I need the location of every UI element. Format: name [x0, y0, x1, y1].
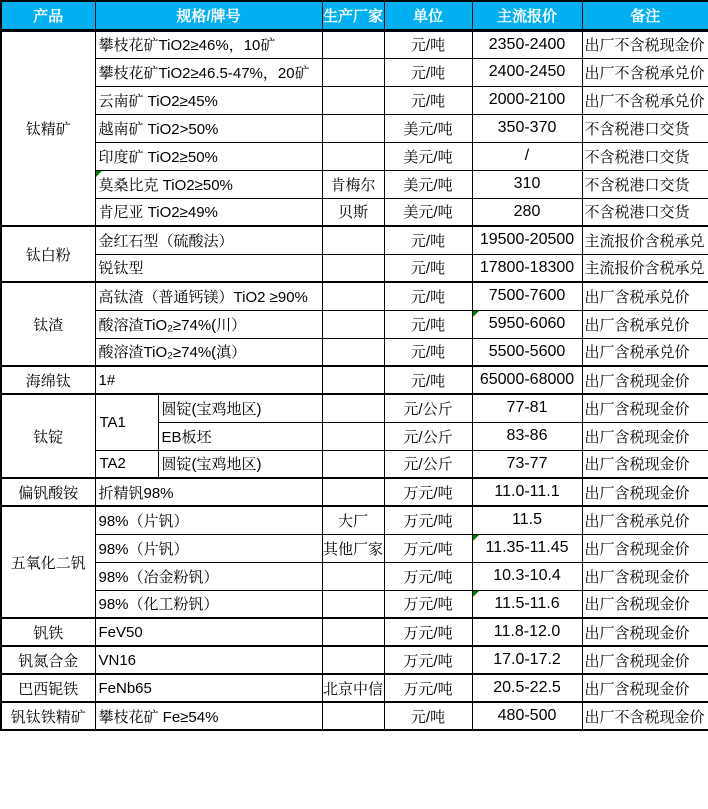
maker-cell: [322, 226, 384, 254]
table-row: [1, 562, 708, 590]
table-row: [1, 142, 708, 170]
spec-cell: 酸溶渣TiO₂≥74%(滇）: [95, 338, 322, 366]
maker-cell: [322, 254, 384, 282]
header-row: [1, 1, 708, 30]
cell-comment-flag-icon: [473, 591, 479, 597]
note-cell: 出厂不含税现金价: [582, 30, 708, 58]
maker-cell: 北京中信: [322, 674, 384, 702]
table-row: [1, 394, 708, 422]
unit-cell: 元/吨: [384, 282, 472, 310]
price-cell: 17.0-17.2: [472, 646, 582, 674]
spec-cell: 圆锭(宝鸡地区): [158, 394, 322, 422]
table-row: [1, 674, 708, 702]
note-cell: 不含税港口交货: [582, 114, 708, 142]
table-row: [1, 310, 708, 338]
col-header-maker: 生产厂家: [322, 1, 384, 30]
maker-cell: [322, 618, 384, 646]
maker-cell: [322, 86, 384, 114]
note-cell: 主流报价含税承兑: [582, 226, 708, 254]
table-row: [1, 646, 708, 674]
price-text: 11.5-11.6: [494, 594, 560, 612]
spec-cell: 锐钛型: [95, 254, 322, 282]
maker-cell: [322, 30, 384, 58]
product-group-cell: 偏钒酸铵: [1, 478, 95, 506]
note-cell: 出厂含税现金价: [582, 478, 708, 506]
note-cell: 出厂含税现金价: [582, 674, 708, 702]
table-row: [1, 114, 708, 142]
product-group-cell: 钒钛铁精矿: [1, 702, 95, 730]
product-group-cell: 钛锭: [1, 394, 95, 478]
price-cell: [472, 590, 582, 618]
maker-cell: [322, 310, 384, 338]
maker-cell: [322, 114, 384, 142]
table-row: [1, 254, 708, 282]
price-text: 5950-6060: [488, 315, 566, 332]
table-row: [1, 30, 708, 58]
note-cell: 出厂含税现金价: [582, 646, 708, 674]
unit-cell: 万元/吨: [384, 618, 472, 646]
maker-cell: 肯梅尔: [322, 170, 384, 198]
unit-cell: 美元/吨: [384, 114, 472, 142]
unit-cell: 万元/吨: [384, 590, 472, 618]
unit-cell: 元/吨: [384, 338, 472, 366]
table-row: [1, 534, 708, 562]
price-cell: 480-500: [472, 702, 582, 730]
spec-cell: 高钛渣（普通钙镁）TiO2 ≥90%: [95, 282, 322, 310]
maker-cell: 其他厂家: [322, 534, 384, 562]
col-header-note: 备注: [582, 1, 708, 30]
maker-cell: 大厂: [322, 506, 384, 534]
unit-cell: 元/公斤: [384, 450, 472, 478]
spec-cell: 金红石型（硫酸法）: [95, 226, 322, 254]
product-group-cell: 钛白粉: [1, 226, 95, 282]
note-cell: 出厂含税现金价: [582, 618, 708, 646]
cell-comment-flag-icon: [473, 311, 479, 317]
table-row: [1, 590, 708, 618]
maker-cell: [322, 562, 384, 590]
spec-cell: 酸溶渣TiO₂≥74%(川）: [95, 310, 322, 338]
spec-cell: FeV50: [95, 618, 322, 646]
note-cell: 出厂含税现金价: [582, 394, 708, 422]
grade-cell: TA2: [95, 450, 158, 478]
product-group-cell: 巴西铌铁: [1, 674, 95, 702]
spec-cell: 98%（片钒）: [95, 534, 322, 562]
unit-cell: 美元/吨: [384, 142, 472, 170]
table-row: [1, 618, 708, 646]
maker-cell: [322, 590, 384, 618]
table-row: [1, 282, 708, 310]
unit-cell: 元/公斤: [384, 422, 472, 450]
note-cell: 出厂含税现金价: [582, 366, 708, 394]
note-cell: 出厂含税承兑价: [582, 506, 708, 534]
maker-cell: [322, 58, 384, 86]
table-row: [1, 338, 708, 366]
note-cell: 不含税港口交货: [582, 198, 708, 226]
price-cell: 65000-68000: [472, 366, 582, 394]
price-cell: 2350-2400: [472, 30, 582, 58]
unit-cell: 万元/吨: [384, 534, 472, 562]
product-group-cell: 海绵钛: [1, 366, 95, 394]
price-cell: /: [472, 142, 582, 170]
col-header-price: 主流报价: [472, 1, 582, 30]
note-cell: 主流报价含税承兑: [582, 254, 708, 282]
price-cell: 7500-7600: [472, 282, 582, 310]
table-row: [1, 506, 708, 534]
spec-text: 莫桑比克 TiO2≥50%: [98, 176, 233, 194]
unit-cell: 元/公斤: [384, 394, 472, 422]
cell-comment-flag-icon: [473, 535, 479, 541]
note-cell: 出厂含税现金价: [582, 562, 708, 590]
spec-cell: [95, 170, 322, 198]
maker-cell: 贝斯: [322, 198, 384, 226]
price-cell: 19500-20500: [472, 226, 582, 254]
product-group-cell: 五氧化二钒: [1, 506, 95, 618]
unit-cell: 元/吨: [384, 254, 472, 282]
price-cell: 11.8-12.0: [472, 618, 582, 646]
spec-cell: 印度矿 TiO2≥50%: [95, 142, 322, 170]
unit-cell: 元/吨: [384, 310, 472, 338]
maker-cell: [322, 366, 384, 394]
spec-cell: 越南矿 TiO2>50%: [95, 114, 322, 142]
product-group-cell: 钒氮合金: [1, 646, 95, 674]
price-cell: 310: [472, 170, 582, 198]
price-cell: [472, 534, 582, 562]
spec-cell: 98%（片钒）: [95, 506, 322, 534]
table-row: [1, 450, 708, 478]
spec-cell: 折精钒98%: [95, 478, 322, 506]
product-group-cell: 钛精矿: [1, 30, 95, 226]
note-cell: 出厂含税承兑价: [582, 282, 708, 310]
cell-comment-flag-icon: [96, 171, 102, 177]
note-cell: 出厂不含税现金价: [582, 702, 708, 730]
maker-cell: [322, 702, 384, 730]
table-row: [1, 58, 708, 86]
col-header-spec: 规格/牌号: [95, 1, 322, 30]
maker-cell: [322, 450, 384, 478]
spec-cell: EB板坯: [158, 422, 322, 450]
note-cell: 出厂含税现金价: [582, 450, 708, 478]
price-cell: 2000-2100: [472, 86, 582, 114]
unit-cell: 万元/吨: [384, 478, 472, 506]
table-row: [1, 170, 708, 198]
table-row: [1, 86, 708, 114]
note-cell: 出厂不含税承兑价: [582, 58, 708, 86]
col-header-product: 产品: [1, 1, 95, 30]
maker-cell: [322, 422, 384, 450]
spec-cell: 肯尼亚 TiO2≥49%: [95, 198, 322, 226]
price-cell: 77-81: [472, 394, 582, 422]
spec-cell: 圆锭(宝鸡地区): [158, 450, 322, 478]
unit-cell: 美元/吨: [384, 198, 472, 226]
price-text: 11.35-11.45: [485, 539, 569, 556]
table-row: [1, 226, 708, 254]
spec-cell: 云南矿 TiO2≥45%: [95, 86, 322, 114]
maker-cell: [322, 646, 384, 674]
spec-cell: 98%（冶金粉钒）: [95, 562, 322, 590]
price-cell: 2400-2450: [472, 58, 582, 86]
unit-cell: 美元/吨: [384, 170, 472, 198]
unit-cell: 万元/吨: [384, 506, 472, 534]
product-group-cell: 钒铁: [1, 618, 95, 646]
price-cell: 5500-5600: [472, 338, 582, 366]
price-cell: 17800-18300: [472, 254, 582, 282]
unit-cell: 元/吨: [384, 366, 472, 394]
maker-cell: [322, 394, 384, 422]
note-cell: 出厂含税现金价: [582, 422, 708, 450]
spec-cell: 攀枝花矿TiO2≥46%，10矿: [95, 30, 322, 58]
unit-cell: 元/吨: [384, 86, 472, 114]
maker-cell: [322, 478, 384, 506]
spec-cell: FeNb65: [95, 674, 322, 702]
price-cell: 280: [472, 198, 582, 226]
table-row: [1, 198, 708, 226]
product-group-cell: 钛渣: [1, 282, 95, 366]
table-row: [1, 366, 708, 394]
spec-cell: 攀枝花矿TiO2≥46.5-47%，20矿: [95, 58, 322, 86]
spec-cell: 1#: [95, 366, 322, 394]
grade-cell: TA1: [95, 394, 158, 450]
unit-cell: 万元/吨: [384, 646, 472, 674]
price-cell: 11.0-11.1: [472, 478, 582, 506]
price-cell: 20.5-22.5: [472, 674, 582, 702]
unit-cell: 元/吨: [384, 226, 472, 254]
maker-cell: [322, 142, 384, 170]
note-cell: 出厂含税现金价: [582, 534, 708, 562]
unit-cell: 万元/吨: [384, 674, 472, 702]
spec-cell: 攀枝花矿 Fe≥54%: [95, 702, 322, 730]
unit-cell: 元/吨: [384, 702, 472, 730]
note-cell: 不含税港口交货: [582, 170, 708, 198]
unit-cell: 万元/吨: [384, 562, 472, 590]
price-cell: 11.5: [472, 506, 582, 534]
price-cell: 350-370: [472, 114, 582, 142]
note-cell: 出厂不含税承兑价: [582, 86, 708, 114]
col-header-unit: 单位: [384, 1, 472, 30]
unit-cell: 元/吨: [384, 30, 472, 58]
maker-cell: [322, 282, 384, 310]
note-cell: 出厂含税承兑价: [582, 310, 708, 338]
price-cell: 10.3-10.4: [472, 562, 582, 590]
unit-cell: 元/吨: [384, 58, 472, 86]
note-cell: 不含税港口交货: [582, 142, 708, 170]
price-cell: [472, 310, 582, 338]
table-row: [1, 702, 708, 730]
price-cell: 83-86: [472, 422, 582, 450]
note-cell: 出厂含税承兑价: [582, 338, 708, 366]
table-row: [1, 478, 708, 506]
spec-cell: 98%（化工粉钒）: [95, 590, 322, 618]
spec-cell: VN16: [95, 646, 322, 674]
price-cell: 73-77: [472, 450, 582, 478]
maker-cell: [322, 338, 384, 366]
note-cell: 出厂含税现金价: [582, 590, 708, 618]
